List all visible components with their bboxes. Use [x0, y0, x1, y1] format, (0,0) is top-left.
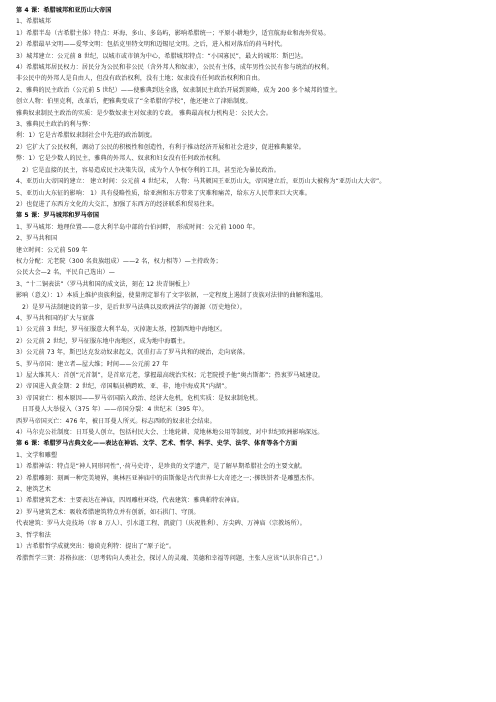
text-line: 3）帝国衰亡：根本原因——罗马帝国陷入政治、经济大危机，危机实质：是奴隶制危机。 [16, 394, 262, 402]
text-line: 影响（意义）：1）本质上维护贵族利益，使量刑定罪有了文字依据，一定程度上遏制了贵族对法律的曲解和滥用。 [16, 292, 327, 300]
text-line: 公民大会—2 名，平民自己选出）— [16, 269, 115, 277]
text-line: 1、文学和雕塑 [16, 451, 58, 459]
text-line: 2、罗马共和国 [16, 235, 58, 243]
text-line: 雅典奴隶制民主政治的实质：是少数奴隶主对奴隶的专政。 雅典最高权力机构是：公民大会。 [16, 109, 272, 117]
text-line: 3、“十二铜表法”（罗马共和国的成文法，刻在 12 块青铜板上） [16, 280, 194, 288]
text-line: 2）是罗马法制建设的第一步，是后世罗马法典以及欧洲法学的源源（历史地位）。 [22, 303, 246, 311]
text-line: 3）公元前 73 年，斯巴达克发动奴隶起义，沉重打击了罗马共和的统治，走向衰落。 [16, 349, 249, 357]
text-line: 希腊哲学三贤：苏格拉底：（思考转向人类社会，探讨人的灵魂、美德和幸福等问题，主张人应该“认识你自己”。） [16, 554, 327, 562]
text-line: 1）希腊半岛（古希腊主体）特点：环海、多山、多岛屿，影响希腊统一；平原小耕地少，适宜航海业和海外贸易。 [16, 29, 330, 37]
text-line: 2）也促进了东西方文化的大交汇，加强了东西方的经济联系和贸易往来。 [16, 200, 219, 208]
text-line: 1）古希腊哲学成就突出：德谟克利特：提出了“原子论”。 [16, 543, 176, 551]
text-line: 1、罗马城邦：地理位置——意大利半岛中部的台伯河畔， 形成时间：公元前 1000 年。 [16, 223, 259, 231]
text-line: 5、罗马帝国：建立者—屋大维；时间——公元前 27 年 [16, 360, 169, 368]
text-line: 日耳曼人大举侵入（375 年）——帝国分裂：4 世纪末（395 年）。 [22, 406, 208, 414]
text-line: 权力分配：元老院（300 名贵族组成）——2 名，权力相等）—主持政务； [16, 257, 222, 265]
section-heading: 第 5 课：罗马城邦和罗马帝国 [16, 212, 100, 220]
text-line: 2）它扩大了公民权利，调动了公民的积极性和创造性，有利于推动经济开展和社会进步，促进雅典繁荣。 [16, 143, 305, 151]
text-line: 1）希腊神话：特点是“神人同形同性”，·荷马史诗·，是珍贵的文学遗产，是了解早期希腊社会的主要文献。 [16, 463, 307, 471]
text-line: 3、雅典民主政治的利与弊： [16, 121, 95, 129]
text-line: 3、哲学和法 [16, 531, 51, 539]
text-line: 2）希腊最早文明——爱琴文明：包括克里特文明和迈锡尼文明。之后，进入相对落后的荷马时代。 [16, 41, 287, 49]
text-line: 4）马尔克公社制度：日耳曼人创立，包括村民大会、土地轮耕、荒地林地公用等制度，对中世纪欧洲影响深远。 [16, 429, 324, 437]
text-line: 西罗马帝国灭亡：476 年，被日耳曼人所灭。标志西欧的奴隶社会结束。 [16, 417, 216, 425]
text-line: 2）帝国进入黄金期：2 世纪，帝国幅员横跨欧、亚、非，地中海成其“内湖”。 [16, 383, 231, 391]
text-line: 3）城邦建立：公元前 8 世纪，以城市或市镇为中心，希腊城邦特点：“小国寡民”，最大的城邦：斯巴达。 [16, 52, 308, 60]
text-line: 2）它是直接的民主，容易造成民主决策失误，成为个人争权夺利的工具，甚至沦为暴民政治。 [22, 166, 280, 174]
text-line: 非公民中的外邦人是自由人，但没有政治权利，没有土地；奴隶没有任何政治权利和自由。 [16, 75, 264, 83]
text-line: 2）公元前 2 世纪，罗马征服东地中海地区，成为地中海霸主。 [16, 337, 190, 345]
text-line: 代表建筑：罗马大竞技场（容 8 万人）、引水道工程、凯旋门（庆祝胜利）、方尖碑、万神庙（宗教场所）。 [16, 520, 307, 528]
text-line: 5、亚历山大东征的影响： 1）具有侵略性质，给亚洲和东方带来了灾难和痛苦，给东方人民带来巨大灾难。 [16, 189, 311, 197]
text-line: 4、罗马共和国的扩大与衰落 [16, 314, 95, 322]
text-line: 弊：1）它是少数人的民主，雅典的外邦人、奴隶和妇女没有任何政治权利。 [16, 155, 225, 163]
text-line: 2、建筑艺术 [16, 486, 51, 494]
text-line: 1）希腊建筑艺术：主要表达在神庙，四周雕柱环绕，代表建筑：雅典帕特农神庙。 [16, 497, 243, 505]
text-line: 创立人物：伯里克利，改革后，把雅典变成了“全希腊的学校”，他还建立了津贴制度。 [16, 98, 252, 106]
text-line: 2）罗马建筑艺术：吸收希腊建筑特点并有创新，如石拱门、穹顶。 [16, 508, 200, 516]
text-line: 2、雅典的民主政治（公元前 5 世纪）——使雅典到达全盛，奴隶制民主政治开展到顶峰，成为 200 多个城邦的盟主。 [16, 86, 342, 94]
text-line: 1）屋大维其人：首创“元首制”，是首席元老，掌握最高统治实权；元老院授予他“奥古斯都”；热衷罗马城建设。 [16, 372, 325, 379]
text-line: 2）希腊雕刻：刻画一种完美境界，奥林匹亚神庙中的宙斯像是古代世界七大奇迹之一；·掷铁饼者·是雕塑杰作。 [16, 474, 319, 482]
text-line: 1、希腊城邦 [16, 18, 51, 26]
text-line: 4、亚历山大帝国的建立： 建立时间：公元前 4 世纪末， 人物：马其顿国王亚历山大，帝国建立后，亚历山大被称为“亚历山大大帝”。 [16, 178, 386, 186]
section-heading: 第 4 课：希腊城邦和亚历山大帝国 [16, 7, 112, 14]
text-line: 利：1）它是古希腊奴隶制社会中先进的政治制度。 [16, 132, 157, 140]
section-heading: 第 6 课：希腊罗马古典文化——表达在神话、文学、艺术、哲学、科学、史学、法学、体育等各个方面 [16, 440, 298, 448]
text-line: 1）公元前 3 世纪，罗马征服意大利半岛，灭掉迦太基，控制西地中海地区。 [16, 326, 227, 334]
text-line: 建立时间：公元前 509 年 [16, 246, 88, 254]
text-line: 4）希腊城邦居民权力：居民分为公民和非公民（含外邦人和奴隶），公民有主体，成年男性公民有参与统治的权利。 [16, 64, 333, 72]
